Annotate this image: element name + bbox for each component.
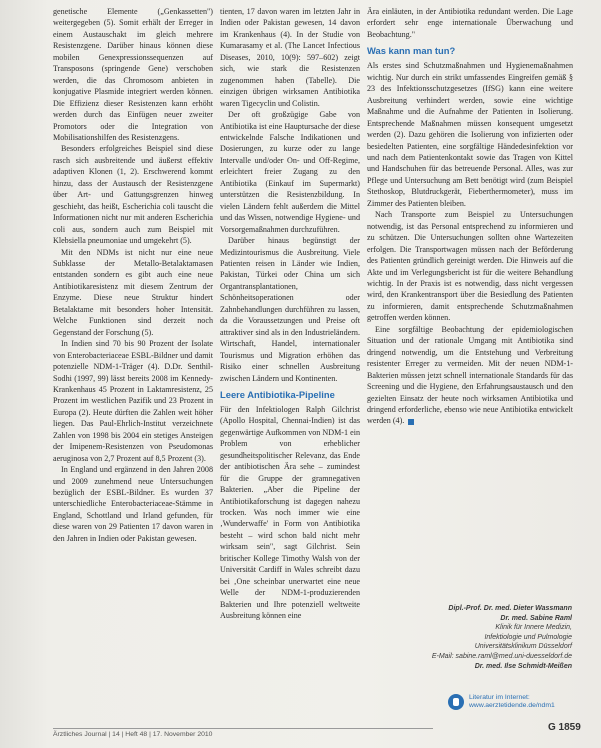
page-number: G 1859 [548,722,581,733]
author-line: Klinik für Innere Medizin, [495,624,572,632]
paragraph: In Indien sind 70 bis 90 Prozent der Isolate von Enterobacteriaceae ESBL-Bildner und damit potenzielle NDM-1-Träger (4). D.Dr. Senthil-Sodhi (1997, 99) lässt bereits 2008 im Kennedy-Krankenhaus 45 Prozent in Laktamresistenz, 25 Prozent im westlichen Pazifik und 23 Prozent in Europa (2). Heute dürften die Zahlen weit höher liegen. Das Paul-Ehrlich-Institut verzeichnete Zahlen von 1998 bis 2004 ein stetiges Ansteigen der Imipenem-Resistenzen von Pseudomonas aeruginosa von 2,7 Prozent auf 8,5 Prozent (3). [53,339,213,463]
paragraph: Der oft großzügige Gabe von Antibiotika ist eine Hauptursache der diese entwickelnde Falsche Indikationen und Dosierungen, zu kurze oder zu lange Intervalle und/oder On- und Off-Regime, erleichtert freier Zugang zu den Antibiotika (Einkauf im Supermarkt) unterstützen die Resistenzbildung. In vielen Ländern fehlt außerdem die Mittel und das Wissen, notwendige Hygiene- und Vorsorgemaßnahmen durchzuführen. [220,110,360,234]
author-line: Universitätsklinikum Düsseldorf [474,643,572,651]
author-line: Infektiologie und Pulmologie [484,633,572,641]
paragraph: Besonders erfolgreiches Beispiel sind diese rasch sich ausbreitende und äußerst effektiv adaptiven Klonen (1, 2). Erschwerend kommt hinzu, dass der Austausch der Resistenzgene über Art- und Gattungsgrenzen hinweg geschieht, das heißt, Escherichia coli tauscht die Informationen nicht nur mit anderen Escherichia coli aus, sondern auch zum Beispiel mit Klebsiella pneumoniae und umgekehrt (5). [53,144,213,246]
author-line: E-Mail: sabine.raml@med.uni-duesseldorf.de [431,652,572,660]
text-column-1 [53,6,213,718]
document-icon [448,694,464,710]
paragraph: Für den Infektiologen Ralph Gilchrist (Apollo Hospital, Chennai-Indien) ist das gegenwärtige Aufkommen von NDM-1 ein Problem von erheblicher gesundheitspolitischer Relevanz, das Ende der antibiotischen Ära sehe – zumindest für die Gruppe der gramnegativen Bakterien. „Aber die Pipeline der Antibiotikaforschung ist dagegen nahezu trocken. Was noch immer wie eine ‚Wunderwaffe' in Form von Antibiotika besteht – wird schon bald nicht mehr wirksam sein", sagt Gilchrist. Sein britischer Kollege Timothy Walsh von der Universität Cardiff in Wales schreibt dazu bei ‚One scheinbar unerwartet eine neue Welle der NDM-1-produzierenden Bakterien und Ihre potenziell weltweite Ausbreitung können eine [220,404,360,621]
paragraph: Mit den NDMs ist nicht nur eine neue Subklasse der Metallo-Betalaktamasen entstanden sondern es gibt auch eine neue Antibiotikaresistenz mit diesem Zentrum der Enzyme. Diese neue Struktur hindert Betalaktame mit besonders hoher Intensität. Welche Funktionen sind derzeit noch Gegenstand der Forschung (5). [53,247,213,337]
text-column-2 [220,6,360,718]
author-line: Dr. med. Sabine Raml [500,614,572,622]
paragraph-text: Eine sorgfältige Beobachtung der epidemiologischen Situation und der rationale Umgang mit Antibiotika sind dringend notwendig, um die Entstehung und Verbreitung resistenter Erreger zu vermeiden. Mit der neuen NDM-1-Bakterien müssen jetzt schnell internationale Standards für das Screening und die Hygiene, den Erfahrungsaustausch und den gezielten Einsatz der heute noch wirksamen Antibiotika und dringend erforderliche, ebenso wie neue Antibiotika entwickelt werden (4). [367,324,573,426]
paragraph: Darüber hinaus begünstigt der Medizintourismus die Ausbreitung. Viele Patienten reisen in Länder wie Indien, Pakistan, Türkei oder China um sich Organtransplantationen, Schönheitsoperationen oder Zahnbehandlungen durchführen zu lassen, da die Voraussetzungen und Preise oft attraktiver sind als in den Industrieländern. Wirtschaft, Handel, internationaler Tourismus und Migration erhöhen das Risiko einer schnellen Ausbreitung zwischen Ländern und Kontinenten. [220,236,360,383]
text-column-3 [367,6,573,606]
literature-link[interactable] [448,692,572,714]
contact-line: Literatur im Internet: [469,694,530,701]
page-footer: Ärztliches Journal | 14 | Heft 48 | 17. November 2010 [53,728,433,738]
section-heading: Leere Antibiotika-Pipeline [220,388,335,400]
paragraph: tienten, 17 davon waren im letzten Jahr in Indien oder Pakistan gewesen, 14 davon im Krankenhaus (4). In der Studie von Kumarasamy et al. (The Lancet Infectious Diseases, 2010, 10(9): 597–602) zeigt sich, wie stark die Resistenzen zugenommen haben (Tabelle). Die einzigen übrigen wirksamen Antibiotika waren Tigecyclin und Colistin. [220,7,360,108]
end-of-article-mark [408,419,414,425]
section-heading: Was kann man tun? [367,45,456,57]
author-line: Dr. med. Ilse Schmidt-Meißen [474,662,572,670]
paragraph: genetische Elemente („Genkassetten") weitergegeben (5). Somit erhält der Erreger in einem Austauschakt im gleich mehrere Resistenzgene. Darüber hinaus können diese mobilen Genexpressionssequenzen auf Transposons (springende Gene) verschoben werden, die das Chromosom anbieten in konjugative Plasmide integriert werden können. Die Effizienz dieser Resistenzen kann erhöht werden durch das Einfügen neuer zweiter Promotors oder die Integration von Mobilisationshilfen des Resistenzgens. [53,7,213,142]
author-block [400,604,572,671]
paragraph: Als erstes sind Schutzmaßnahmen und Hygienemaßnahmen wichtig. Nur durch ein strikt umfassendes Eingreifen gemäß § 23 des Infektionsschutzgesetzes (IfSG) kann eine weitere Ausbreitung verhindert werden, sowie eine wichtige Maßnahme und die Aufnahme der Patienten in Isolierung. Entsprechende Maßnahmen müssen konsequent umgesetzt werden (2). Dazu gehören die Isolierung von infizierten oder besiedelten Patienten, eine sorgfältige Händedesinfektion vor und nach dem Patientenkontakt sowie das Tragen von Kittel und Handschuhen für das betreuende Personal. Alles, was zur Pflege und Untersuchung am Bett benötigt wird (zum Beispiel Stethoskop, Blutdruckgerät, Fieberthermometer), muss im Zimmer des Patienten bleiben. [367,61,573,208]
contact-url[interactable]: www.aerztetidende.de/ndm1 [469,702,555,710]
paragraph: Nach Transporte zum Beispiel zu Untersuchungen notwendig, ist das Personal entsprechend zu informieren und zu schützen. Die Untersuchungen sollten ohne Wartezeiten erfolgen. Die Transportwagen müssen nach der Beförderung des Patienten gründlich gereinigt werden. Die Hinweis auf die Akte und im Verlegungsbericht ist für die weitere Behandlung wichtig. In der Praxis ist es notwendig, dass nicht vergessen wird, den Krankentransport über die Besiedlung des Patienten zu informieren, damit entsprechende Schutzmaßnahmen getroffen werden können. [367,210,573,323]
literature-link-text [469,694,573,711]
author-line: Dipl.-Prof. Dr. med. Dieter Wassmann [448,605,572,612]
paragraph [367,324,573,427]
paragraph: Ära einläuten, in der Antibiotika redundant werden. Die Lage erfordert sehr enge internationale Überwachung und Beobachtung." [367,7,573,39]
paragraph: In England und ergänzend in den Jahren 2008 und 2009 zunehmend neue Untersuchungen bezüglich der ESBL-Bildner. Es wurden 37 unterschiedliche Enterobacteriaceae-Stämme in England, Schottland und Irland gefunden, für diese waren von 29 Patienten 17 davon waren in den Jahren in Indien oder Pakistan gewesen. [53,465,213,543]
